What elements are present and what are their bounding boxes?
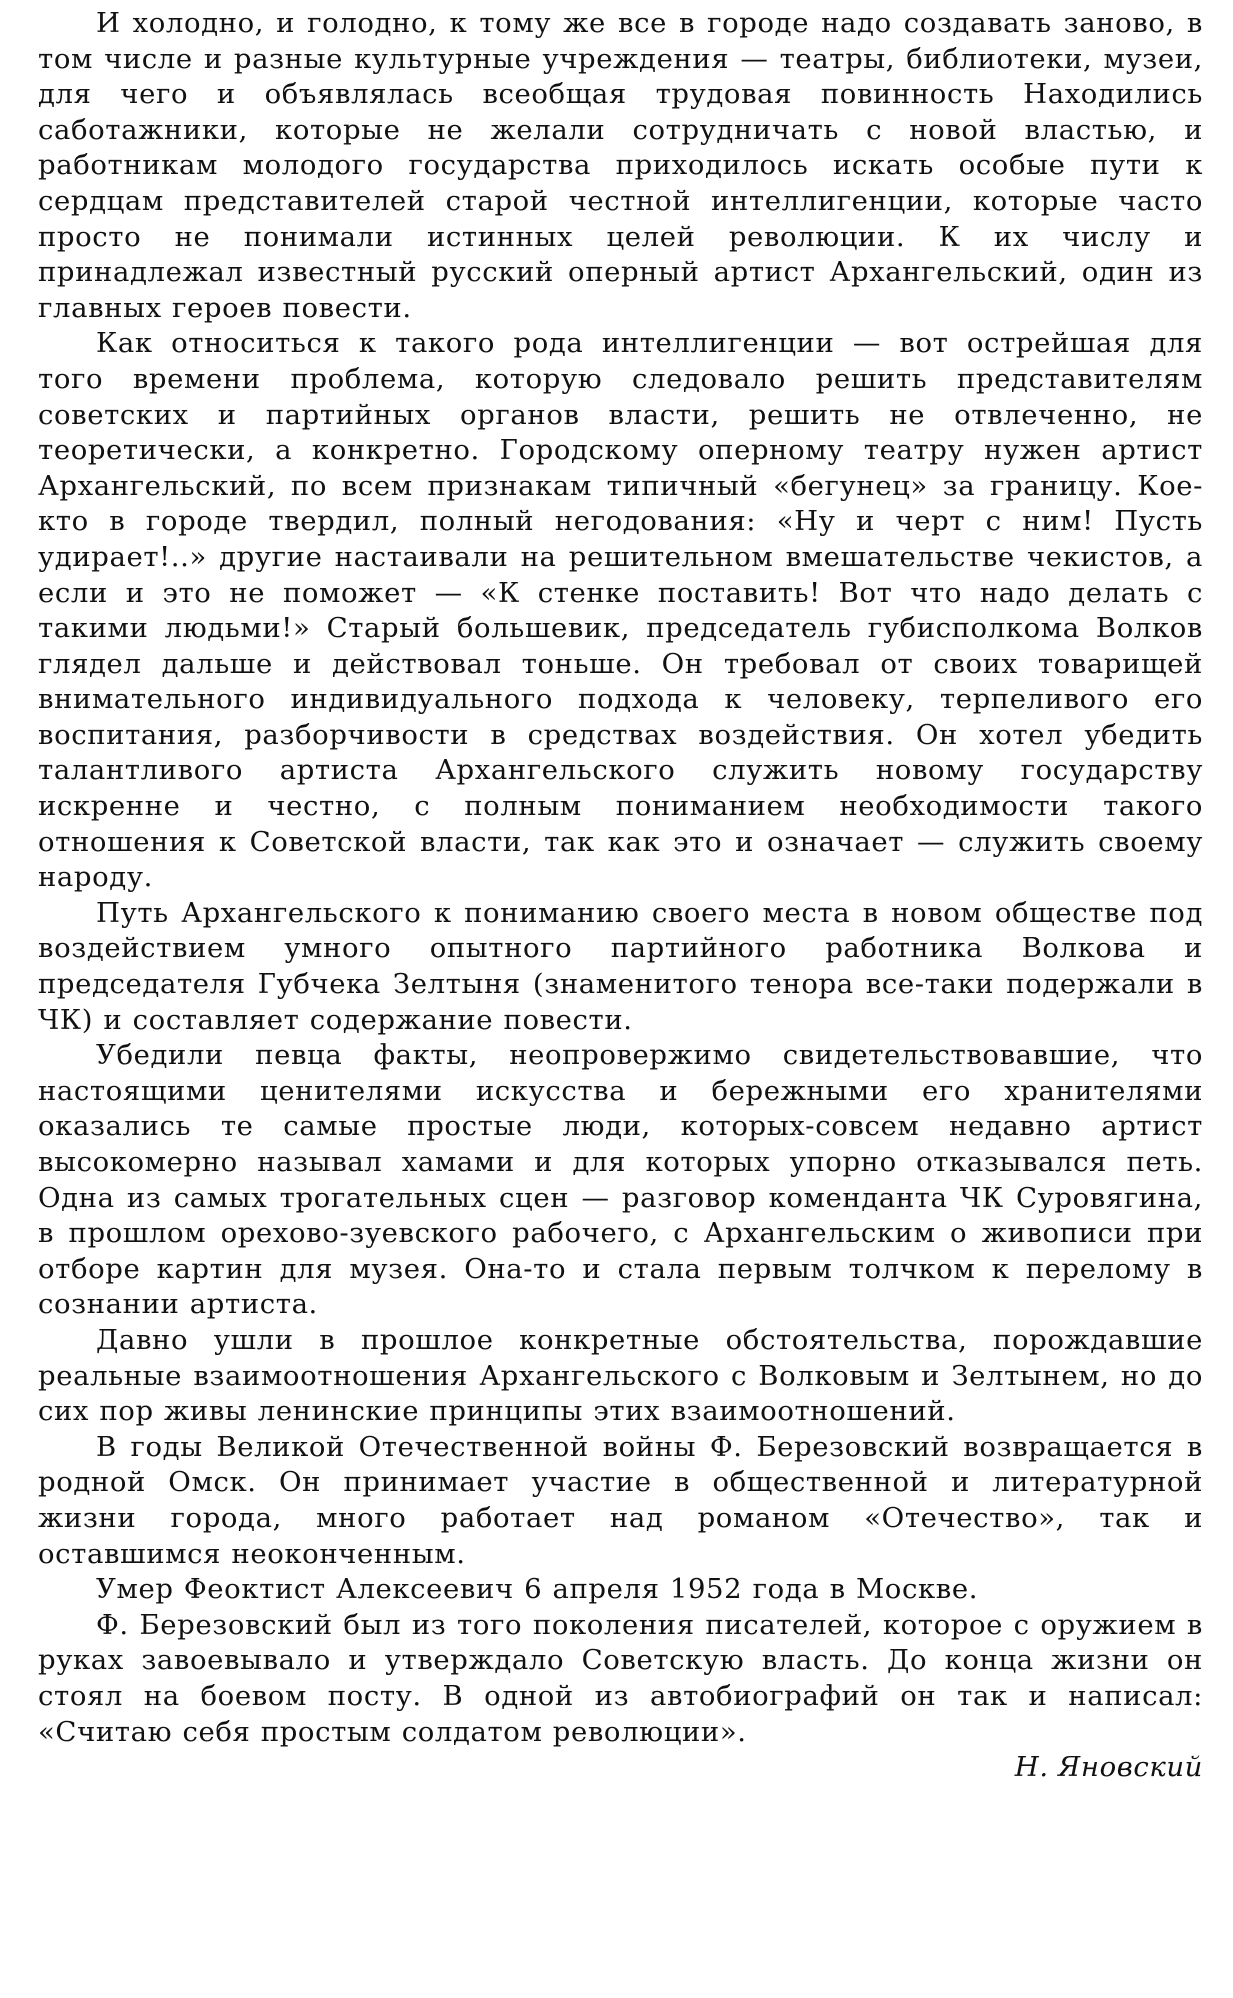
document-page [38, 0, 1203, 1998]
article-body [38, 6, 1203, 1750]
paragraph-8: Ф. Березовский был из того поколения писателей, которое с оружием в руках завоевывало и утверждало Советскую власть. До конца жизни он стоял на боевом посту. В одной из автобиографий он так и написал: «Считаю себя простым солдатом революции». [38, 1608, 1203, 1748]
author-signature: Н. Яновский [1014, 1751, 1203, 1784]
paragraph-5: Давно ушли в прошлое конкретные обстоятельства, порождавшие реальные взаимоотношения Архангельского с Волковым и Зелтынем, но до сих пор живы ленинские принципы этих взаимоотношений. [38, 1323, 1203, 1428]
paragraph-1: И холодно, и голодно, к тому же все в городе надо создавать заново, в том числе и разные культурные учреждения — театры, библиотеки, музеи, для чего и объявлялась всеобщая трудовая повинность Находились саботажники, которые не желали сотрудничать с новой властью, и работникам молодого государства приходилось искать особые пути к сердцам представителей старой честной интеллигенции, которые часто просто не понимали истинных целей революции. К их числу и принадлежал известный русский оперный артист Архангельский, один из главных героев повести. [38, 7, 1203, 324]
paragraph-6: В годы Великой Отечественной войны Ф. Березовский возвращается в родной Омск. Он принимает участие в общественной и литературной жизни города, много работает над романом «Отечество», так и оставшимся неоконченным. [38, 1430, 1203, 1570]
paragraph-4: Убедили певца факты, неопровержимо свидетельствовавшие, что настоящими ценителями искусства и бережными его хранителями оказались те самые простые люди, которых-совсем недавно артист высокомерно называл хамами и для которых упорно отказывался петь. Одна из самых трогательных сцен — разговор коменданта ЧК Суровягина, в прошлом орехово-зуевского рабочего, с Архангельским о живописи при отборе картин для музея. Она-то и стала первым толчком к перелому в сознании артиста. [38, 1039, 1203, 1321]
paragraph-2: Как относиться к такого рода интеллигенции — вот острейшая для того времени проблема, которую следовало решить представителям советских и партийных органов власти, решить не отвлеченно, не теоретически, а конкретно. Городскому оперному театру нужен артист Архангельский, по всем признакам типичный «бегунец» за границу. Кое-кто в городе твердил, полный негодования: «Ну и черт с ним! Пусть удирает!..» другие настаивали на решительном вмешательстве чекистов, а если и это не поможет — «К стенке поставить! Вот что надо делать с такими людьми!» Старый большевик, председатель губисполкома Волков глядел дальше и действовал тоньше. Он требовал от своих товарищей внимательного индивидуального подхода к человеку, терпеливого его воспитания, разборчивости в средствах воздействия. Он хотел убедить талантливого артиста Архангельского служить новому государству искренне и честно, с полным пониманием необходимости такого отношения к Советской власти, так как это и означает — служить своему народу. [38, 327, 1203, 894]
paragraph-7: Умер Феоктист Алексеевич 6 апреля 1952 года в Москве. [96, 1573, 979, 1606]
paragraph-3: Путь Архангельского к пониманию своего места в новом обществе под воздействием умного опытного партийного работника Волкова и председателя Губчека Зелтыня (знаменитого тенора все-таки подержали в ЧК) и составляет содержание повести. [38, 896, 1203, 1036]
